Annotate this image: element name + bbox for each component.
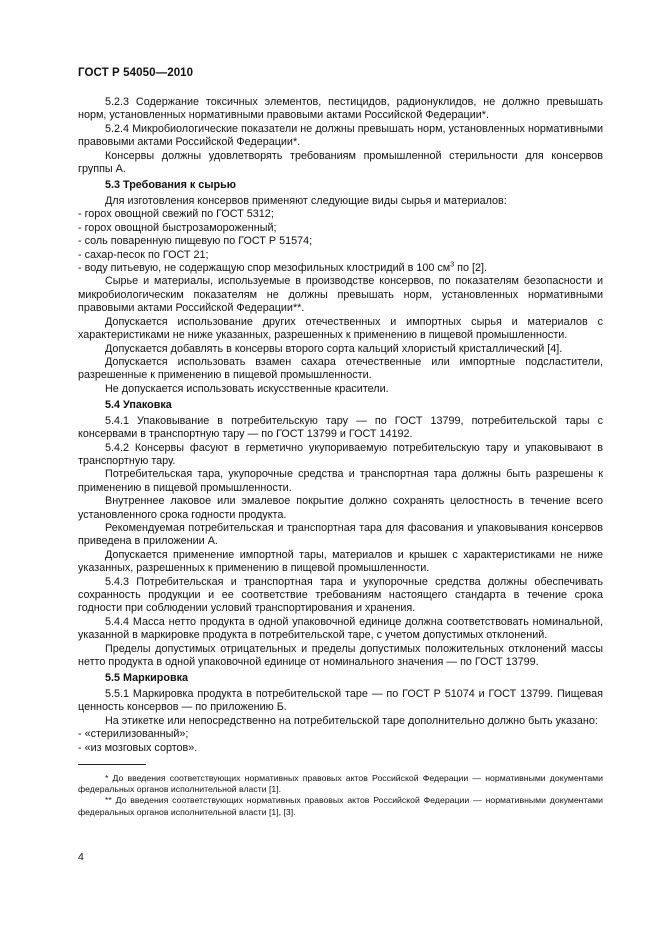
clause-5-4-4: 5.4.4 Масса нетто продукта в одной упаковочной единице должна соответствовать номинальной, указанной в маркировке продукта в потребительской таре, с учетом допустимых отклонений. (78, 615, 603, 642)
paragraph-sterility: Консервы должны удовлетворять требованиям промышленной стерильности для консервов группы А. (78, 149, 603, 176)
paragraph-sweeteners: Допускается использовать взамен сахара отечественные или импортные подсластители, разрешенные к применению в пищевой промышленности. (78, 355, 603, 382)
paragraph-limits: Пределы допустимых отрицательных и пределы допустимых положительных отклонений массы нетто продукта в одной упаковочной единице от номинального значения — по ГОСТ 13799. (78, 642, 603, 669)
clause-5-5-1: 5.5.1 Маркировка продукта в потребительской таре — по ГОСТ Р 51074 и ГОСТ 13799. Пищевая ценность консервов — по приложению Б. (78, 688, 603, 714)
footnotes (78, 764, 603, 818)
list-item-raw-1: - горох овощной свежий по ГОСТ 5312; (78, 208, 274, 221)
raw-water-text: - воду питьевую, не содержащую спор мезофильных клостридий в 100 см (78, 262, 451, 275)
paragraph-raw-intro: Для изготовления консервов применяют следующие виды сырья и материалов: (105, 195, 507, 208)
list-item-raw-4: - сахар-песок по ГОСТ 21; (78, 248, 209, 261)
clause-5-4-1: 5.4.1 Упаковывание в потребительскую тару — по ГОСТ 13799, потребительской тары с консервами в транспортную тару — по ГОСТ 13799 и ГОСТ 14192. (78, 414, 603, 441)
footnote-divider (78, 764, 146, 765)
paragraph-allowed-import: Допускается использование других отечественных и импортных сырья и материалов с характеристиками не ниже указанных, разрешенных к применению в пищевой промышленности. (78, 315, 603, 342)
cubic-superscript: 3 (450, 261, 455, 269)
list-item-raw-3: - соль поваренную пищевую по ГОСТ Р 51574; (78, 235, 313, 248)
paragraph-tare-allowed: Потребительская тара, укупорочные средства и транспортная тара должны быть разрешены к применению в пищевой промышленности. (78, 468, 603, 494)
paragraph-dyes: Не допускается использовать искусственные красители. (105, 382, 389, 395)
paragraph-import-tare: Допускается применение импортной тары, материалов и крышек с характеристиками не ниже указанных, разрешенных к применению в пищевой промышленности. (78, 548, 603, 575)
page-number: 4 (78, 851, 84, 863)
list-item-label-1: - «стерилизованный»; (78, 728, 189, 741)
footnote-1: * До введения соответствующих нормативных правовых актов Российской Федерации — нормативными документами федеральных органов исполнительной власти [1]. (78, 773, 603, 795)
paragraph-label: На этикетке или непосредственно на потребительской таре дополнительно должно быть указано: (105, 714, 598, 727)
section-heading-5-5: 5.5 Маркировка (105, 672, 189, 685)
clause-5-4-2: 5.4.2 Консервы фасуют в герметично укупориваемую потребительскую тару и упаковывают в транспортную тару. (78, 441, 603, 467)
list-item-label-2: - «из мозговых сортов». (78, 741, 198, 754)
section-heading-5-3: 5.3 Требования к сырью (105, 179, 236, 192)
raw-water-ref: по [2]. (454, 262, 487, 275)
standard-header: ГОСТ Р 54050—2010 (78, 67, 194, 79)
paragraph-recommended: Рекомендуемая потребительская и транспортная тара для фасования и упаковывания консервов приведена в приложении А. (78, 521, 603, 548)
clause-5-4-3: 5.4.3 Потребительская и транспортная тара и укупорочные средства должны обеспечивать сохранность продукции и ее соответствие требованиям настоящего стандарта в течение срока годности при соблюдении условий транспортирования и хранения. (78, 575, 603, 615)
paragraph-raw-safety: Сырье и материалы, используемые в производстве консервов, по показателям безопасности и микробиологическим показателям не должны превышать норм, установленных нормативными правовыми актами Российской Федерации**. (78, 275, 603, 315)
document-body (78, 96, 603, 755)
clause-5-2-4: 5.2.4 Микробиологические показатели не должны превышать норм, установленных нормативными правовыми актами Российской Федерации*. (78, 122, 603, 149)
footnote-2: ** До введения соответствующих нормативных правовых актов Российской Федерации — нормативными документами федеральных органов исполнительной власти [1], [3]. (78, 795, 603, 817)
section-heading-5-4: 5.4 Упаковка (105, 398, 172, 411)
list-item-raw-water (78, 262, 603, 275)
paragraph-lacquer: Внутреннее лаковое или эмалевое покрытие должно сохранять целостность в течение всего установленного срока годности продукта. (78, 495, 603, 521)
list-item-raw-2: - горох овощной быстрозамороженный; (78, 221, 277, 234)
paragraph-calcium: Допускается добавлять в консервы второго сорта кальций хлористый кристаллический [4]. (105, 342, 563, 355)
clause-5-2-3: 5.2.3 Содержание токсичных элементов, пестицидов, радионуклидов, не должно превышать норм, установленных нормативными правовыми актами Российской Федерации*. (78, 96, 603, 122)
